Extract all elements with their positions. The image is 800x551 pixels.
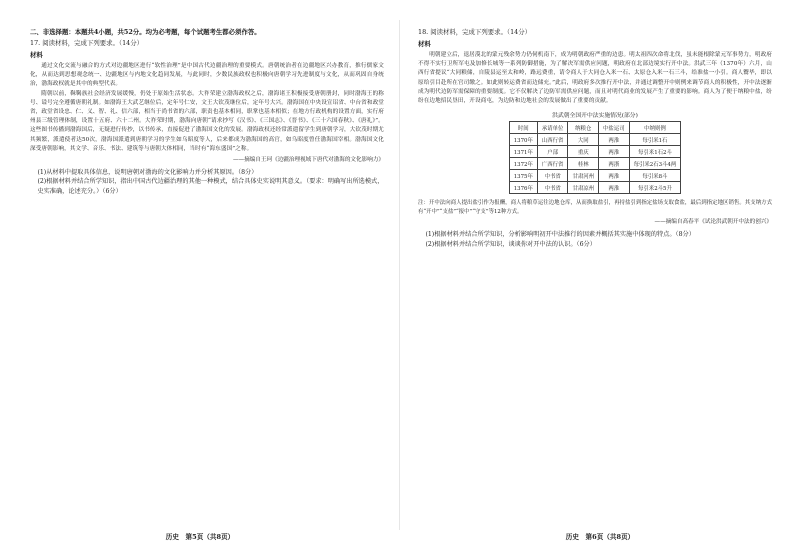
- material-label: 材料: [418, 40, 431, 48]
- material-source: ——摘编自王珂《边疆治理视域下唐代对渤海的文化影响力》: [232, 157, 384, 164]
- table-cell: 1375年: [509, 170, 537, 182]
- section-title: 二、非选择题：本题共4小题，共52分。均为必考题，每个试题考生都必须作答。: [30, 28, 261, 36]
- table-header: 中盐运司: [599, 122, 630, 134]
- table-cell: 每引米2石3斗4两: [629, 158, 681, 170]
- table-header: 中纳则例: [629, 122, 681, 134]
- page-6: [400, 0, 800, 551]
- table-cell: 户部: [537, 146, 568, 158]
- table-header: 承请单位: [537, 122, 568, 134]
- table-cell: 每引米2斗5升: [629, 182, 681, 194]
- table-cell: 甘肃凉州: [568, 182, 599, 194]
- subquestion-2: (2)根据材料并结合所学知识，指出中国古代边疆治理的其他一种模式，结合具体史实说明其意义。（要求：明确写出所选模式，史实准确，论述充分。）（6分）: [37, 178, 384, 195]
- material-paragraph: 明朝建立后，退居漠北的蒙元残余势力仍伺机南下，成为明朝政府严重的边患。明太祖四次命将北伐，虽未能根除蒙元军事势力，明政府不得不实行卫所军屯及加修长城等一系列防御措施，为了解决军需供应问题，明政府在北部边境实行开中法。洪武三年（1370年）六月，山西行省提议“大同粮储，自陵县运至太和岭，路远费重，请令商人于大同仓入米一石、太原仓入米一石三斗，给准盐一小引。商人鬻毕，即以原给引目赴所在官司缴之。如此则转运费省而边储充。”此后，明政府多次推行开中法，并通过调整开中则例来调节商人的积极性，开中法逐渐成为明代边防军需保障的重要制度。它不仅解决了边防军需供应问题，而且对明代商业的发展产生了重要的影响。商人为了便于纳粮中盐，纷纷在边地招民垦田，开设商屯，为边防和边地社会的发展做出了重要的贡献。: [418, 52, 772, 105]
- table-cell: 1370年: [509, 134, 537, 146]
- table-row: [509, 182, 681, 194]
- question-18-title: 18. 阅读材料，完成下列要求。（14分）: [418, 28, 531, 36]
- table-cell: 每引米8斗: [629, 170, 681, 182]
- table-cell: 两淮: [599, 170, 630, 182]
- table-header: 纳粮仓: [568, 122, 599, 134]
- subquestion-1: (1)从材料中提取具体信息，说明唐朝对渤海的文化影响力并分析其原因。（8分）: [37, 169, 258, 177]
- table-cell: 1372年: [509, 158, 537, 170]
- table-cell: 重庆: [568, 146, 599, 158]
- material-label: 材料: [30, 51, 43, 59]
- table-cell: 1376年: [509, 182, 537, 194]
- table-cell: 两淮: [599, 146, 630, 158]
- table-cell: 大同: [568, 134, 599, 146]
- subquestion-2: (2)根据材料并结合所学知识，谈谈你对开中法的认识。（6分）: [425, 240, 596, 248]
- table-cell: 1371年: [509, 146, 537, 158]
- table-header: 时间: [509, 122, 537, 134]
- table-cell: 中书省: [537, 182, 568, 194]
- table-cell: 两浙: [599, 158, 630, 170]
- material-paragraph: 通过文化交流与融合的方式对边疆地区进行“软性治理”是中国古代边疆治理的重要模式。唐朝统治者在边疆地区兴办教育，推行儒家文化，从而达到思想观念统一、边疆地区与内地文化趋同发展，与此同时，少数民族政权也积极向唐朝学习先进制度与文化，从而巩固自身统治，渤海政权就是其中的典型代表。: [30, 63, 384, 88]
- material-paragraph: 隋朝以前，靺鞨族社会经济发展缓慢，仍处于原始生活状态。大祚荣建立渤海政权之后，渤海诸王积极接受唐朝册封，同时渤海王的称号、谥号完全遵循唐朝礼制。如渤海王大武艺继位后，定年号仁安，文王大钦茂继位后，定年号大兴。渤海国在中央设宣诏省、中台省和政堂省，政堂省设忠、仁、义、智、礼、信六部，相当于尚书省的六部，职责也基本相同，职掌也基本相似；在地方行政机构的设置方面，实行府州县三级管理体制，设置十五府、六十二州。大祚荣时期，渤海向唐朝“请求抄写《汉书》、《三国志》、《晋书》、《三十六国春秋》、《唐礼》”。这些图书传播到渤海国后，无疑进行传抄，以书传承，直接促进了渤海国文化的发展。渤海政权还经常派遣留学生到唐朝学习，大钦茂时期尤其频繁，派遣使者达50次，渤海国派遣到唐朝学习的学生如乌昭度等人，后来都成为渤海国的高官，如乌昭度曾任渤海国宰相。渤海国文化深受唐朝影响，其文学、音乐、书法、建筑等与唐朝大体相同，当时有“海东盛国”之称。: [30, 90, 384, 152]
- page-footer: 历史 第5页（共8页）: [165, 533, 235, 541]
- table-cell: 甘肃河州: [568, 170, 599, 182]
- table-cell: 广西行省: [537, 158, 568, 170]
- table-cell: 两淮: [599, 134, 630, 146]
- table-row: [509, 170, 681, 182]
- subquestion-1: (1)根据材料并结合所学知识，分析影响明初开中法推行的因素并概括其实施中体现的特点。（8分）: [425, 231, 695, 239]
- page-footer: 历史 第6页（共8页）: [565, 533, 635, 541]
- question-17-title: 17. 阅读材料，完成下列要求。（14分）: [30, 39, 143, 47]
- table-note: 注：开中法向商人提出盐引作为报酬，商人将粮草运往边地仓库，从而换取盐引，再持盐引到指定盐场支取食盐，最后到指定地区销售。其支纳方式有“开中”“支盐”“报中”“守支”等12种方式。: [418, 200, 772, 215]
- kaizhong-table: [509, 121, 682, 194]
- table-cell: 每引米1石2斗: [629, 146, 681, 158]
- table-row: [509, 134, 681, 146]
- table-cell: 中书省: [537, 170, 568, 182]
- table-caption: 洪武朝全国开中法实施情况(部分): [552, 113, 638, 120]
- table-row: [509, 146, 681, 158]
- material-source: ——摘编自高春平《试论洪武朝开中法的创兴》: [654, 219, 772, 226]
- table-header-row: [509, 122, 681, 134]
- table-cell: 两淮: [599, 182, 630, 194]
- table-cell: 桂林: [568, 158, 599, 170]
- table-row: [509, 158, 681, 170]
- table-cell: 山西行省: [537, 134, 568, 146]
- table-cell: 每引米1石: [629, 134, 681, 146]
